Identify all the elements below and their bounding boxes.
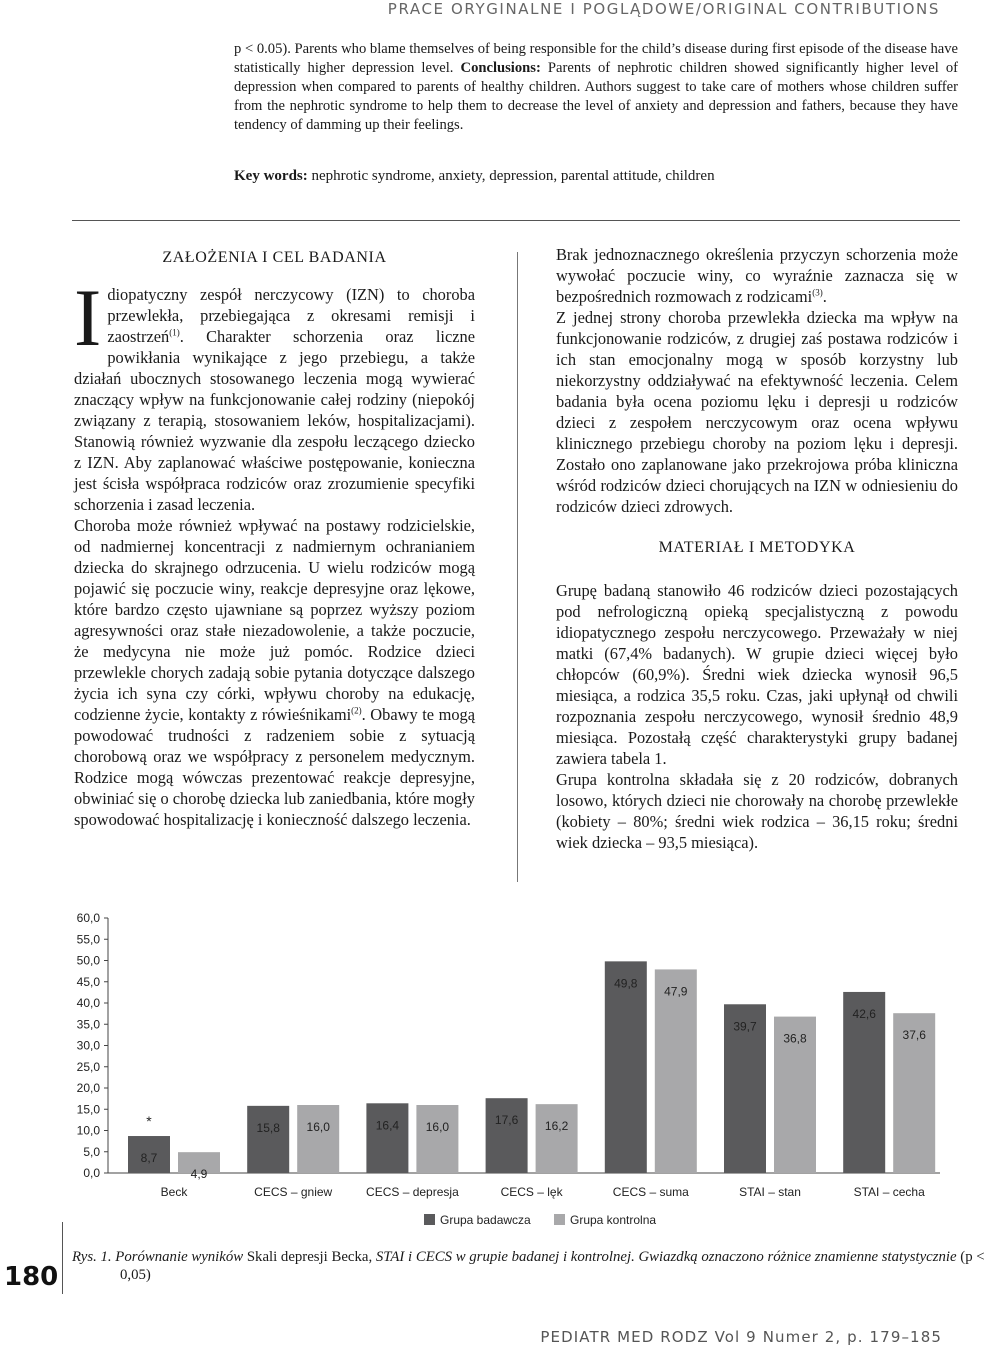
right-paragraph-2: Z jednej strony choroba przewlekła dziecka ma wpływ na funkcjonowanie rodziców, z drugiej zaś postawa rodziców i ich stan emocjonalny mogą w sposób korzystny lub niekorzystny oddziaływać na efektywność leczenia. Celem badania była ocena poziomu lęku i depresji u rodziców dzieci z zespołem nerczycowym oraz ocena wpływu klinicznego przebiegu choroby na poziom lęku i depresji. Zostało ono zaplanowane jako przekrojowa próba kliniczna wśród rodziców dzieci chorujących na IZN w odniesieniu do rodziców dzieci zdrowych.	[556, 308, 958, 516]
keywords-label: Key words:	[234, 168, 308, 184]
bar-value-label: 39,7	[733, 1019, 757, 1034]
y-tick-label: 45,0	[76, 974, 100, 989]
left-p2-text-cont: . Obawy te mogą powodować trudności z radzeniem sobie z sytuacją chorobową oraz we współpracy z personelem medycznym. Rodzice mogą wówczas prezentować reakcje depresyjne, obwiniać się o chorobę dziecka lub zaniedbania, które mogły spowodować hospitalizację i konieczność dalszego leczenia.	[74, 705, 475, 829]
bar-value-label: 16,0	[425, 1120, 450, 1134]
abstract-text-2: Parents of nephrotic children showed significantly higher level of depression when compared to parents of healthy children. Authors suggest to take care of mothers whose children suffer from the nephrotic syndrome to help them to decrease the level of anxiety and depression and fathers, because they have tendency of damming up their feelings.	[234, 60, 958, 133]
keywords	[234, 168, 958, 185]
caption-text-1: Porównanie wyników	[111, 1249, 247, 1265]
section-heading-methods: MATERIAŁ I METODYKA	[658, 539, 856, 556]
x-category-label: STAI – cecha	[853, 1185, 925, 1199]
bar-value-label: 16,4	[375, 1118, 400, 1133]
caption-text-3: STAI i CECS w grupie badanej i kontrolnej. Gwiazdką oznaczono różnice znamienne statystycznie	[372, 1249, 961, 1265]
figure-caption	[72, 1248, 1006, 1284]
citation-2: (2)	[351, 705, 362, 716]
bar-value-label: 47,9	[664, 984, 688, 999]
bar-chart	[60, 900, 960, 1240]
bar-value-label: 17,6	[494, 1113, 519, 1128]
x-category-label: CECS – gniew	[254, 1185, 333, 1199]
y-tick-label: 25,0	[76, 1059, 100, 1074]
left-paragraph-2	[74, 515, 475, 830]
bar-control	[416, 1105, 458, 1173]
y-tick-label: 35,0	[76, 1017, 100, 1032]
y-tick-label: 30,0	[76, 1038, 100, 1053]
x-category-label: Beck	[160, 1185, 188, 1199]
left-p1-text: diopatyczny zespół nerczycowy (IZN) to choroba przewlekła, przebiegająca z okresami remisji i zaostrzeń	[107, 285, 475, 346]
legend-swatch	[554, 1214, 565, 1225]
y-tick-label: 40,0	[76, 996, 100, 1010]
bar-control	[655, 969, 697, 1173]
conclusions-label: Conclusions:	[460, 60, 541, 76]
bar-value-label: 37,6	[902, 1028, 926, 1043]
x-category-label: CECS – depresja	[366, 1185, 459, 1199]
y-tick-label: 20,0	[76, 1081, 100, 1095]
y-tick-label: 60,0	[76, 911, 100, 925]
bar-study	[486, 1098, 528, 1173]
bar-chart-svg	[60, 900, 960, 1240]
bar-value-label: 42,6	[852, 1006, 876, 1021]
left-p2-text: Choroba może również wpływać na postawy rodzicielskie, od nadmiernej koncentracji z nadmiernym ochranianiem dziecka do skrajnego odrzucenia. U wielu rodziców mogą pojawić się poczucie winy, reakcje depresyjne oraz lękowe, które bardzo często ujawniane są poprzez wyższy poziom agresywności oraz stałe niezadowolenie, a także poczucie, że medycyna nie może już pomóc. Rodzice dzieci przewlekle chorych zadają sobie pytania dotyczące dalszego życia ich syna czy córki, wpływu choroby na edukację, codzienne życie, kontakty z rówieśnikami	[74, 516, 475, 724]
bar-value-label: 16,2	[544, 1119, 569, 1134]
section-divider	[72, 220, 960, 221]
caption-label: Rys. 1.	[72, 1249, 112, 1265]
y-tick-label: 50,0	[76, 953, 100, 968]
bar-control	[536, 1104, 578, 1173]
abstract	[234, 40, 958, 135]
y-tick-label: 15,0	[76, 1102, 100, 1117]
footer-citation: PEDIATR MED RODZ Vol 9 Numer 2, p. 179–185	[540, 1328, 942, 1346]
left-paragraph-1	[74, 272, 475, 515]
bar-value-label: 49,8	[614, 976, 638, 991]
caption-text-4: (p < 0,05)	[120, 1249, 985, 1283]
left-p1-text-cont: . Charakter schorzenia oraz liczne powikłania wynikające z jego przebiegu, a także działań ubocznych stosowanego leczenia mogą wywierać znaczący wpływ na funkcjonowanie całej rodziny (niepokój związany z terapią, stosowaniem leków, hospitalizacjami). Stanowią również wyzwanie dla zespołu leczącego dziecko z IZN. Aby zaplanować właściwe postępowanie, konieczna jest ścisła współpraca rodziców oraz zrozumienie specyfiki schorzenia i zasad leczenia.	[74, 327, 475, 514]
right-p1-text: Brak jednoznacznego określenia przyczyn schorzenia może wywołać poczucie winy, co wyraźnie zaznacza się w bezpośrednich rozmowach z rodzicami	[556, 245, 958, 306]
bar-value-label: 16,0	[306, 1120, 330, 1134]
right-column	[556, 244, 958, 853]
bar-control	[297, 1105, 339, 1173]
legend-label: Grupa badawcza	[440, 1213, 531, 1227]
legend-label: Grupa kontrolna	[570, 1213, 657, 1227]
bar-value-label: 36,8	[783, 1031, 807, 1046]
bar-study	[366, 1103, 408, 1173]
right-paragraph-3: Grupę badaną stanowiło 46 rodziców dzieci pozostających pod nefrologiczną opieką specjalistyczną z powodu idiopatycznego zespołu nerczycowego. Przeważały w niej matki (67,4% badanych). W grupie dzieci więcej było chłopców (60,9%). Średni wiek dziecka wynosił 96,5 miesiąca, a rodzica 35,5 roku. Czas, jaki upłynął od chwili rozpoznania zespołu nerczycowego, wynosił średnio 48,9 miesiąca. Pozostałą część charakterystyki grupy badanej zawiera tabela 1.	[556, 581, 958, 768]
bar-value-label: 8,7	[140, 1151, 158, 1166]
page-number: 180	[4, 1262, 59, 1292]
right-p1-text-cont: .	[822, 287, 827, 306]
page-number-rule	[62, 1222, 63, 1294]
drop-cap: I	[74, 272, 102, 363]
running-header: PRACE ORYGINALNE I POGLĄDOWE/ORIGINAL CONTRIBUTIONS	[387, 0, 940, 18]
x-category-label: STAI – stan	[739, 1185, 801, 1199]
y-tick-label: 55,0	[76, 932, 100, 947]
x-category-label: CECS – suma	[612, 1185, 689, 1199]
abstract-text-1: p < 0.05). Parents who blame themselves of being responsible for the child’s disease during first episode of the disease have statistically higher depression level.	[234, 41, 958, 76]
right-paragraph-4: Grupa kontrolna składała się z 20 rodziców, dobranych losowo, których dzieci nie chorowały na chorobę przewlekłe (kobiety – 80%; średni wiek rodzica – 36,15 roku; średni wiek dziecka – 93,5 miesiąca).	[556, 770, 958, 852]
bar-value-label: 4,9	[190, 1167, 208, 1182]
legend-swatch	[424, 1214, 435, 1225]
citation-3: (3)	[812, 287, 823, 298]
y-tick-label: 10,0	[76, 1123, 100, 1138]
y-tick-label: 0,0	[83, 1166, 100, 1180]
caption-text-2: Skali depresji Becka,	[246, 1249, 373, 1265]
right-paragraph-1	[556, 244, 958, 307]
section-heading-aims: ZAŁOŻENIA I CEL BADANIA	[162, 249, 387, 266]
keywords-text: nephrotic syndrome, anxiety, depression, parental attitude, children	[307, 168, 715, 184]
bar-value-label: 15,8	[256, 1120, 280, 1135]
bar-study	[605, 961, 647, 1173]
left-column	[74, 244, 475, 830]
column-divider	[517, 252, 518, 882]
y-tick-label: 5,0	[83, 1144, 100, 1159]
significance-asterisk: *	[146, 1113, 152, 1130]
citation-1: (1)	[169, 327, 180, 338]
bar-study	[247, 1106, 289, 1173]
x-category-label: CECS – lęk	[500, 1185, 563, 1199]
